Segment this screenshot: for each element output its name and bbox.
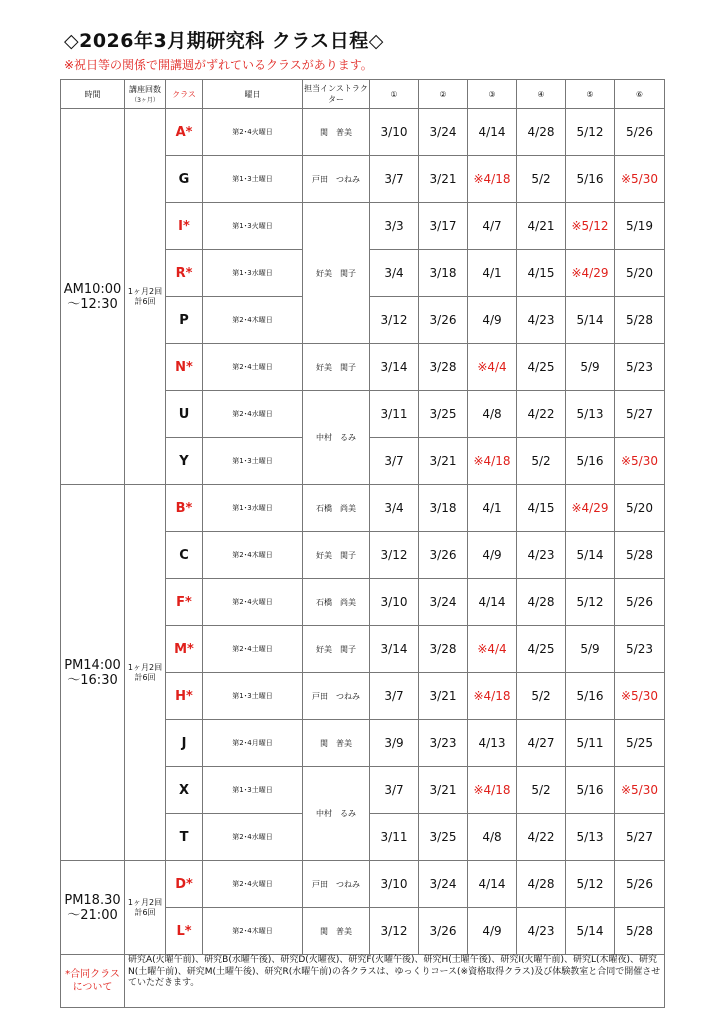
session-date: 4/9 xyxy=(468,532,517,579)
session-date: 4/28 xyxy=(517,861,566,908)
session-count-line: 1ヶ月2回 xyxy=(127,897,163,907)
class-day: 第2･4土曜日 xyxy=(203,344,303,391)
class-code: R* xyxy=(166,250,203,297)
session-date: 5/2 xyxy=(517,438,566,485)
session-date: ※4/29 xyxy=(566,250,615,297)
instructor-name: 中村 るみ xyxy=(303,767,370,861)
session-date: 5/26 xyxy=(615,579,665,626)
instructor-name: 好美 関子 xyxy=(303,203,370,344)
session-date: 3/26 xyxy=(419,908,468,955)
session-date: 3/7 xyxy=(370,673,419,720)
session-date: 3/12 xyxy=(370,297,419,344)
class-code: J xyxy=(166,720,203,767)
class-code: X xyxy=(166,767,203,814)
session-date: 5/9 xyxy=(566,344,615,391)
session-date: 3/21 xyxy=(419,767,468,814)
instructor-name: 石橋 尚美 xyxy=(303,579,370,626)
session-date: 3/23 xyxy=(419,720,468,767)
schedule-body xyxy=(61,109,665,955)
session-date: 3/4 xyxy=(370,250,419,297)
header-count xyxy=(125,80,166,109)
instructor-name: 戸田 つねみ xyxy=(303,673,370,720)
session-date: 5/2 xyxy=(517,767,566,814)
notes-label xyxy=(61,955,125,1008)
class-day: 第2･4火曜日 xyxy=(203,579,303,626)
class-code: U xyxy=(166,391,203,438)
session-date: 5/14 xyxy=(566,532,615,579)
time-slot-cell xyxy=(61,861,125,955)
session-date: 4/25 xyxy=(517,626,566,673)
session-date: 3/7 xyxy=(370,767,419,814)
session-date: 5/23 xyxy=(615,626,665,673)
session-date: 3/28 xyxy=(419,344,468,391)
session-date: 5/26 xyxy=(615,861,665,908)
class-code: T xyxy=(166,814,203,861)
instructor-name: 戸田 つねみ xyxy=(303,861,370,908)
session-date: 4/9 xyxy=(468,908,517,955)
session-count-line: 計6回 xyxy=(134,296,156,306)
class-day: 第1･3土曜日 xyxy=(203,767,303,814)
header-class: クラス xyxy=(166,80,203,109)
class-day: 第1･3火曜日 xyxy=(203,203,303,250)
session-date: 5/12 xyxy=(566,861,615,908)
class-code: D* xyxy=(166,861,203,908)
session-date: 5/9 xyxy=(566,626,615,673)
class-day: 第2･4火曜日 xyxy=(203,861,303,908)
class-code: C xyxy=(166,532,203,579)
session-date: 4/23 xyxy=(517,532,566,579)
session-date: 4/28 xyxy=(517,109,566,156)
page-title: ◇2026年3月期研究科 クラス日程◇ xyxy=(64,30,384,52)
header-row xyxy=(61,80,665,109)
session-date: 3/4 xyxy=(370,485,419,532)
session-count-cell xyxy=(125,861,166,955)
session-date: 3/26 xyxy=(419,532,468,579)
class-day: 第2･4火曜日 xyxy=(203,109,303,156)
session-date: 3/12 xyxy=(370,532,419,579)
session-date: 3/10 xyxy=(370,579,419,626)
session-date: 5/23 xyxy=(615,344,665,391)
class-code: F* xyxy=(166,579,203,626)
header-session-5: ⑤ xyxy=(566,80,615,109)
session-date: 3/12 xyxy=(370,908,419,955)
session-date: 4/9 xyxy=(468,297,517,344)
session-date: 5/12 xyxy=(566,579,615,626)
session-date: 4/21 xyxy=(517,203,566,250)
session-date: 5/16 xyxy=(566,438,615,485)
session-date: ※4/18 xyxy=(468,438,517,485)
session-date: 5/27 xyxy=(615,391,665,438)
session-date: 3/21 xyxy=(419,673,468,720)
table-row xyxy=(61,485,665,532)
session-date: 4/22 xyxy=(517,814,566,861)
schedule-table xyxy=(60,79,665,1008)
session-count-line: 1ヶ月2回 xyxy=(127,286,163,296)
session-date: 3/18 xyxy=(419,250,468,297)
session-date: 4/15 xyxy=(517,250,566,297)
instructor-name: 関 普美 xyxy=(303,720,370,767)
session-date: ※5/30 xyxy=(615,156,665,203)
session-date: 3/14 xyxy=(370,626,419,673)
instructor-name: 石橋 尚美 xyxy=(303,485,370,532)
session-date: 3/10 xyxy=(370,109,419,156)
session-date: 4/14 xyxy=(468,109,517,156)
session-date: ※4/18 xyxy=(468,156,517,203)
session-date: 5/13 xyxy=(566,391,615,438)
session-date: 3/25 xyxy=(419,391,468,438)
header-count-sub: （3ヶ月） xyxy=(131,97,159,104)
session-date: 4/1 xyxy=(468,485,517,532)
instructor-name: 好美 関子 xyxy=(303,626,370,673)
header-session-1: ① xyxy=(370,80,419,109)
instructor-name: 関 普美 xyxy=(303,109,370,156)
instructor-name: 中村 るみ xyxy=(303,391,370,485)
class-code: N* xyxy=(166,344,203,391)
session-date: 4/15 xyxy=(517,485,566,532)
session-date: 3/25 xyxy=(419,814,468,861)
session-date: 3/17 xyxy=(419,203,468,250)
time-slot-line: ～21:00 xyxy=(67,907,118,923)
session-count-line: 1ヶ月2回 xyxy=(127,662,163,672)
session-count-cell xyxy=(125,485,166,861)
header-day: 曜日 xyxy=(203,80,303,109)
session-date: 5/16 xyxy=(566,767,615,814)
notes-row xyxy=(61,955,665,1008)
session-date: 3/10 xyxy=(370,861,419,908)
class-code: M* xyxy=(166,626,203,673)
class-day: 第2･4木曜日 xyxy=(203,908,303,955)
session-date: 5/14 xyxy=(566,908,615,955)
class-day: 第2･4水曜日 xyxy=(203,391,303,438)
session-date: ※4/18 xyxy=(468,673,517,720)
session-date: 3/24 xyxy=(419,579,468,626)
notes-label-line1: *合同クラス xyxy=(65,969,120,980)
session-date: 4/22 xyxy=(517,391,566,438)
table-row xyxy=(61,861,665,908)
session-date: 4/14 xyxy=(468,579,517,626)
time-slot-cell xyxy=(61,109,125,485)
session-date: 5/14 xyxy=(566,297,615,344)
class-code: A* xyxy=(166,109,203,156)
holiday-notice: ※祝日等の関係で開講週がずれているクラスがあります。 xyxy=(64,58,373,72)
session-date: 4/8 xyxy=(468,814,517,861)
session-date: ※5/30 xyxy=(615,673,665,720)
session-date: 5/13 xyxy=(566,814,615,861)
session-date: ※4/4 xyxy=(468,344,517,391)
header-instructor: 担当インストラクター xyxy=(303,80,370,109)
session-date: 5/25 xyxy=(615,720,665,767)
session-date: 5/16 xyxy=(566,673,615,720)
session-date: 4/25 xyxy=(517,344,566,391)
time-slot-line: PM18.30 xyxy=(64,892,121,908)
class-code: I* xyxy=(166,203,203,250)
header-session-6: ⑥ xyxy=(615,80,665,109)
time-slot-cell xyxy=(61,485,125,861)
session-date: ※5/30 xyxy=(615,438,665,485)
session-date: 5/28 xyxy=(615,532,665,579)
class-day: 第1･3水曜日 xyxy=(203,485,303,532)
instructor-name: 好美 関子 xyxy=(303,344,370,391)
session-count-line: 計6回 xyxy=(134,672,156,682)
session-date: 5/20 xyxy=(615,250,665,297)
session-date: 3/28 xyxy=(419,626,468,673)
class-code: B* xyxy=(166,485,203,532)
session-date: 5/28 xyxy=(615,908,665,955)
class-day: 第2･4月曜日 xyxy=(203,720,303,767)
class-code: H* xyxy=(166,673,203,720)
session-date: 4/27 xyxy=(517,720,566,767)
session-date: 3/11 xyxy=(370,391,419,438)
session-date: ※5/30 xyxy=(615,767,665,814)
session-count-cell xyxy=(125,109,166,485)
session-date: 3/18 xyxy=(419,485,468,532)
session-date: 3/7 xyxy=(370,156,419,203)
time-slot-line: ～16:30 xyxy=(67,672,118,688)
instructor-name: 戸田 つねみ xyxy=(303,156,370,203)
session-date: 5/12 xyxy=(566,109,615,156)
session-date: ※5/12 xyxy=(566,203,615,250)
instructor-name: 好美 関子 xyxy=(303,532,370,579)
instructor-name: 関 普美 xyxy=(303,908,370,955)
class-code: L* xyxy=(166,908,203,955)
session-count-line: 計6回 xyxy=(134,907,156,917)
header-count-label: 講座回数 xyxy=(129,85,161,94)
session-date: 4/14 xyxy=(468,861,517,908)
header-session-3: ③ xyxy=(468,80,517,109)
class-day: 第1･3土曜日 xyxy=(203,438,303,485)
session-date: 3/24 xyxy=(419,861,468,908)
session-date: 5/26 xyxy=(615,109,665,156)
session-date: 5/19 xyxy=(615,203,665,250)
session-date: 3/7 xyxy=(370,438,419,485)
session-date: 4/1 xyxy=(468,250,517,297)
session-date: 3/11 xyxy=(370,814,419,861)
session-date: 3/26 xyxy=(419,297,468,344)
session-date: 3/3 xyxy=(370,203,419,250)
header-time: 時間 xyxy=(61,80,125,109)
session-date: 5/11 xyxy=(566,720,615,767)
session-date: 3/21 xyxy=(419,438,468,485)
class-day: 第1･3土曜日 xyxy=(203,673,303,720)
class-day: 第2･4水曜日 xyxy=(203,814,303,861)
class-day: 第1･3土曜日 xyxy=(203,156,303,203)
time-slot-line: AM10:00 xyxy=(63,281,122,297)
session-date: ※4/18 xyxy=(468,767,517,814)
header-session-2: ② xyxy=(419,80,468,109)
session-date: 3/24 xyxy=(419,109,468,156)
notes-text: 研究A(火曜午前)、研究B(水曜午後)、研究D(火曜夜)、研究F(火曜午後)、研究H(土曜午後)、研究I(火曜午前)、研究L(木曜夜)、研究N(土曜午前)、研究M(土曜午後)、研究R(水曜午前)の各クラスは、ゆっくりコース(※資格取得クラス)及び体験教室と合同で開催させていただきます。 xyxy=(125,955,665,1008)
session-date: 5/20 xyxy=(615,485,665,532)
time-slot-line: PM14:00 xyxy=(64,657,121,673)
session-date: 5/16 xyxy=(566,156,615,203)
session-date: ※4/4 xyxy=(468,626,517,673)
table-row xyxy=(61,109,665,156)
header-session-4: ④ xyxy=(517,80,566,109)
session-date: 4/13 xyxy=(468,720,517,767)
session-date: 3/9 xyxy=(370,720,419,767)
session-date: 3/14 xyxy=(370,344,419,391)
session-date: 4/23 xyxy=(517,908,566,955)
session-date: 4/23 xyxy=(517,297,566,344)
time-slot-line: ～12:30 xyxy=(67,296,118,312)
class-day: 第2･4木曜日 xyxy=(203,532,303,579)
session-date: 4/8 xyxy=(468,391,517,438)
session-date: 4/28 xyxy=(517,579,566,626)
session-date: 5/28 xyxy=(615,297,665,344)
session-date: ※4/29 xyxy=(566,485,615,532)
session-date: 5/2 xyxy=(517,156,566,203)
session-date: 3/21 xyxy=(419,156,468,203)
class-code: P xyxy=(166,297,203,344)
class-day: 第1･3水曜日 xyxy=(203,250,303,297)
session-date: 5/2 xyxy=(517,673,566,720)
class-code: G xyxy=(166,156,203,203)
session-date: 4/7 xyxy=(468,203,517,250)
class-code: Y xyxy=(166,438,203,485)
session-date: 5/27 xyxy=(615,814,665,861)
class-day: 第2･4木曜日 xyxy=(203,297,303,344)
notes-label-line2: について xyxy=(72,982,113,993)
class-day: 第2･4土曜日 xyxy=(203,626,303,673)
